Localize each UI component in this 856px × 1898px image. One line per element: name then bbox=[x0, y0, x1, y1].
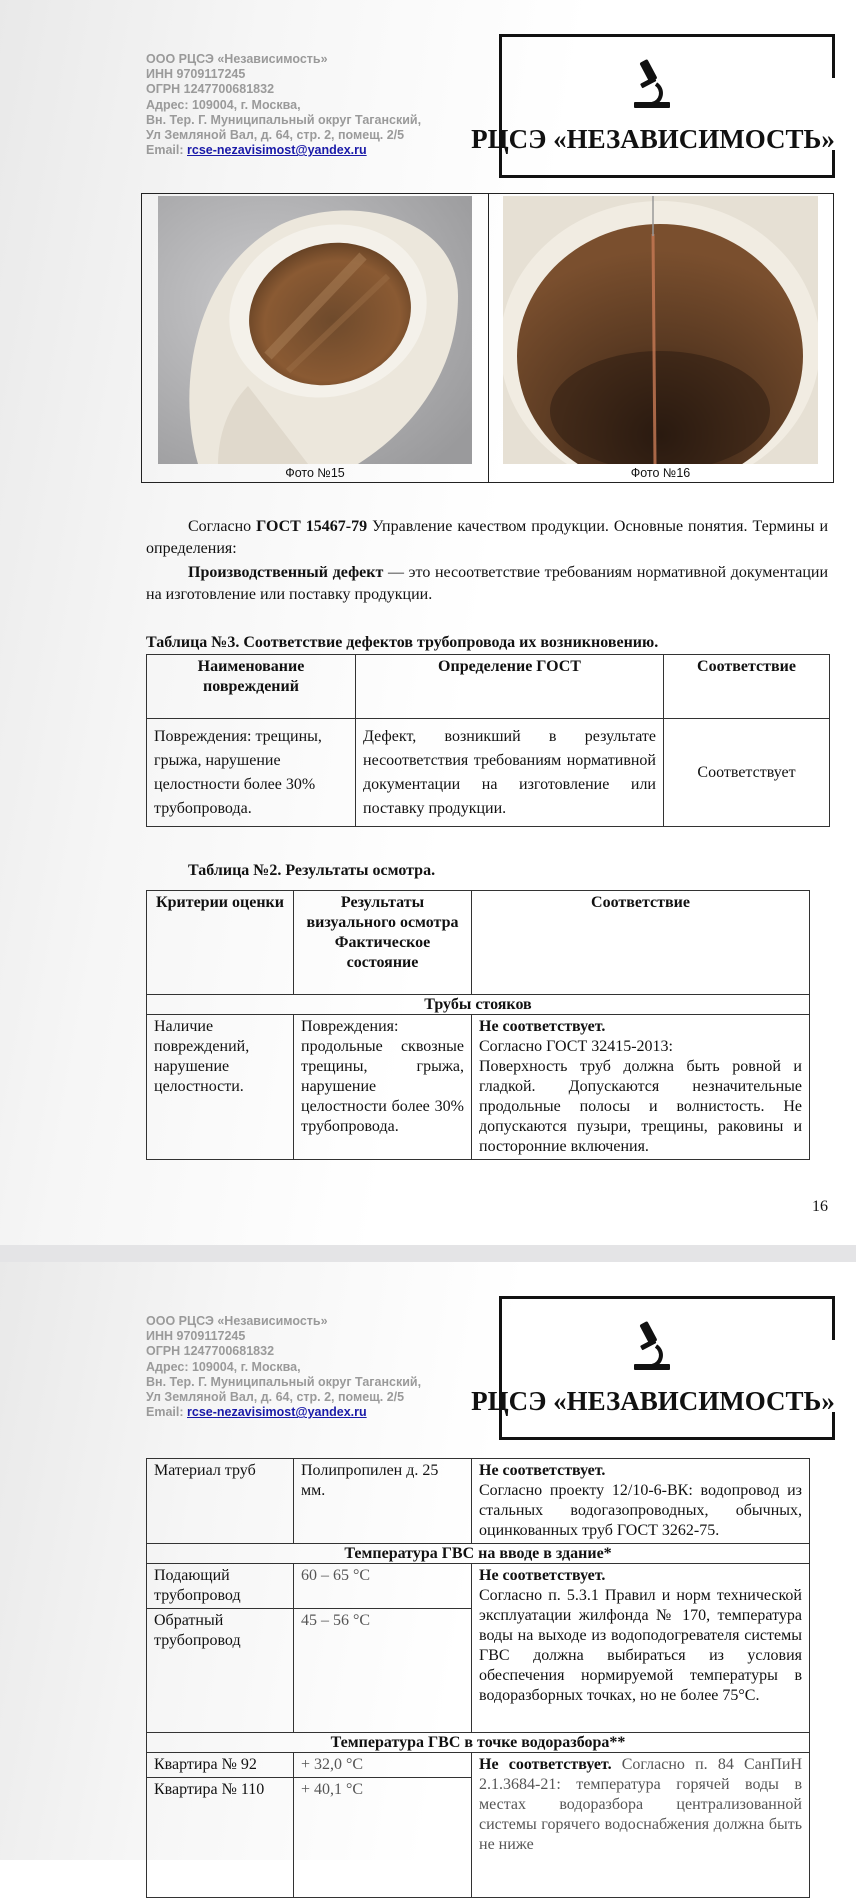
table3-cell-definition: Дефект, возникший в результате несоответствия требованиям нормативной документации на изготовление или поставку продукции. bbox=[356, 719, 664, 827]
table-row bbox=[147, 1564, 810, 1609]
table2-section-risers: Трубы стояков bbox=[147, 995, 810, 1015]
point-verdict bbox=[472, 1753, 810, 1898]
table3-header-name: Наименование повреждений bbox=[147, 655, 356, 719]
return-criterion: Обратный трубопровод bbox=[147, 1609, 294, 1733]
company-name: ООО РЦСЭ «Независимость» bbox=[146, 52, 328, 66]
table3-caption: Таблица №3. Соответствие дефектов трубопровода их возникновению. bbox=[146, 634, 659, 651]
verdict-label: Не соответствует. bbox=[479, 1018, 606, 1035]
table3 bbox=[146, 654, 830, 827]
logo-text: РЦСЭ «НЕЗАВИСИМОСТЬ» bbox=[471, 124, 835, 154]
verdict-label: Не соответствует. bbox=[479, 1462, 606, 1479]
table3-cell-damage: Повреждения: трещины, грыжа, нарушение целостности более 30% трубопровода. bbox=[147, 719, 356, 827]
photo-table-divider bbox=[488, 193, 489, 483]
table2-continued bbox=[146, 1458, 810, 1898]
apt92-value: + 32,0 °C bbox=[294, 1753, 472, 1778]
temp-verdict bbox=[472, 1564, 810, 1733]
document-page-17 bbox=[0, 1262, 856, 1860]
table-row bbox=[147, 1753, 810, 1778]
table2-header-match: Соответствие bbox=[472, 891, 810, 995]
microscope-icon bbox=[630, 1320, 674, 1372]
company-inn: ИНН 9709117245 bbox=[146, 1329, 246, 1344]
supply-criterion: Подающий трубопровод bbox=[147, 1564, 294, 1609]
table-row bbox=[147, 1459, 810, 1544]
verdict-label: Не соответствует. bbox=[479, 1756, 612, 1773]
company-inn: ИНН 9709117245 bbox=[146, 67, 246, 82]
verdict-text: Согласно п. 5.3.1 Правил и норм технической эксплуатации жилфонда № 170, температура воды на выходе из водоподогревателя системы ГВС должна выбираться из условия обеспечения нормируемой температуры в водоразборных точках, но не более 75°С. bbox=[479, 1587, 802, 1704]
company-address-line-1: Адрес: 109004, г. Москва, bbox=[146, 1359, 301, 1374]
email-link[interactable]: rcse-nezavisimost@yandex.ru bbox=[187, 143, 367, 158]
email-label: Email: bbox=[146, 143, 184, 158]
photo-16-caption: Фото №16 bbox=[630, 466, 691, 480]
material-result: Полипропилен д. 25 мм. bbox=[294, 1459, 472, 1544]
company-address-line-2: Вн. Тер. Г. Муниципальный округ Таганский, bbox=[146, 1374, 422, 1389]
table2-cell-criterion: Наличие повреждений, нарушение целостности. bbox=[147, 1015, 294, 1160]
defect-term: Производственный дефект bbox=[188, 564, 384, 581]
photo-15 bbox=[158, 196, 472, 464]
paragraph-defect bbox=[146, 562, 828, 606]
table2-cell-result: Повреждения: продольные сквозные трещины, грыжа, нарушение целостности более 30% трубопровода. bbox=[294, 1015, 472, 1160]
paragraph-gost bbox=[146, 516, 828, 560]
section-gvs-inlet: Температура ГВС на вводе в здание* bbox=[147, 1544, 810, 1564]
verdict-text: Согласно п. 84 СанПиН 2.1.3684-21: температура горячей воды в местах водоразбора централизованной системы горячего водоснабжения должна быть не ниже bbox=[479, 1756, 802, 1853]
photo-15-caption: Фото №15 bbox=[285, 466, 345, 480]
supply-value: 60 – 65 °C bbox=[294, 1564, 472, 1609]
verdict-text: Согласно проекту 12/10-6-ВК: водопровод из стальных водогазопроводных, обычных, оцинкованных труб ГОСТ 3262-75. bbox=[479, 1482, 802, 1539]
company-header bbox=[146, 1314, 421, 1420]
material-criterion: Материал труб bbox=[147, 1459, 294, 1544]
apt92-criterion: Квартира № 92 bbox=[147, 1753, 294, 1778]
company-address-line-3: Ул Земляной Вал, д. 64, стр. 2, помещ. 2/5 bbox=[146, 1390, 405, 1405]
company-email-line bbox=[146, 1405, 421, 1420]
material-verdict bbox=[472, 1459, 810, 1544]
company-address-line-2: Вн. Тер. Г. Муниципальный округ Таганский, bbox=[146, 112, 422, 127]
defect-definition: — это несоответствие требованиям нормативной документации на изготовление или поставку продукции. bbox=[146, 564, 828, 603]
email-link[interactable]: rcse-nezavisimost@yandex.ru bbox=[187, 1405, 367, 1420]
photo-16 bbox=[503, 196, 818, 464]
microscope-icon bbox=[630, 58, 674, 110]
company-ogrn: ОГРН 1247700681832 bbox=[146, 82, 275, 97]
company-address-line-3: Ул Земляной Вал, д. 64, стр. 2, помещ. 2/5 bbox=[146, 128, 405, 143]
paragraph-gost-rest: Управление качеством продукции. Основные понятия. Термины и определения: bbox=[146, 518, 829, 557]
apt110-criterion: Квартира № 110 bbox=[147, 1778, 294, 1898]
table-row bbox=[147, 1015, 810, 1160]
apt110-value: + 40,1 °C bbox=[294, 1778, 472, 1898]
verdict-text: Поверхность труб должна быть ровной и гладкой. Допускаются незначительные продольные полосы и волнистость. Не допускаются пузыри, трещины, раковины и посторонние включения. bbox=[479, 1058, 802, 1155]
table2-header-results: Результаты визуального осмотра Фактическое состояние bbox=[294, 891, 472, 995]
logo-frame-right-edge bbox=[832, 34, 835, 78]
verdict-label: Не соответствует. bbox=[479, 1567, 606, 1584]
table-row bbox=[147, 719, 830, 827]
email-label: Email: bbox=[146, 1405, 184, 1420]
table3-cell-match: Соответствует bbox=[664, 719, 830, 827]
company-header bbox=[146, 52, 421, 158]
logo-text: РЦСЭ «НЕЗАВИСИМОСТЬ» bbox=[471, 1386, 835, 1416]
gost-reference: ГОСТ 15467-79 bbox=[256, 518, 368, 535]
company-name: ООО РЦСЭ «Независимость» bbox=[146, 1314, 328, 1328]
page-number: 16 bbox=[812, 1198, 828, 1215]
table2-caption: Таблица №2. Результаты осмотра. bbox=[188, 862, 436, 879]
company-ogrn: ОГРН 1247700681832 bbox=[146, 1344, 275, 1359]
verdict-gost: Согласно ГОСТ 32415-2013: bbox=[479, 1038, 673, 1055]
table2 bbox=[146, 890, 810, 1160]
page-gap bbox=[0, 1245, 856, 1262]
table2-header-criteria: Критерии оценки bbox=[147, 891, 294, 995]
table2-cell-verdict bbox=[472, 1015, 810, 1160]
section-gvs-point: Температура ГВС в точке водоразбора** bbox=[147, 1733, 810, 1753]
company-address-line-1: Адрес: 109004, г. Москва, bbox=[146, 97, 301, 112]
return-value: 45 – 56 °C bbox=[294, 1609, 472, 1733]
logo-frame-right-edge bbox=[832, 1296, 835, 1340]
table3-header-match: Соответствие bbox=[664, 655, 830, 719]
company-email-line bbox=[146, 143, 421, 158]
table3-header-definition: Определение ГОСТ bbox=[356, 655, 664, 719]
paragraph-gost-lead: Согласно bbox=[188, 518, 257, 535]
